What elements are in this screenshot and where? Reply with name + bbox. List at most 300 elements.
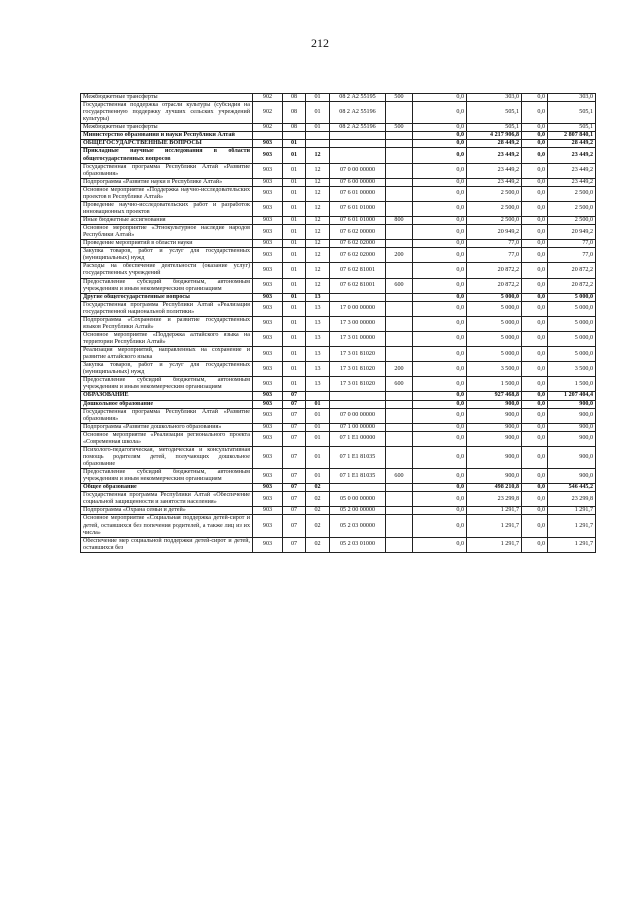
expense-name-cell: ОБЩЕГОСУДАРСТВЕННЫЕ ВОПРОСЫ	[81, 140, 253, 148]
amount-cell: 0,0	[522, 124, 548, 132]
amount-cell: 0,0	[413, 178, 467, 186]
table-row	[81, 148, 596, 163]
expense-type-cell	[386, 347, 413, 362]
section-code-cell: 07	[283, 408, 306, 423]
expense-name-cell: Другие общегосударственные вопросы	[81, 293, 253, 301]
target-article-cell: 07 6 02 81001	[330, 278, 386, 293]
target-article-cell: 07 6 02 02000	[330, 240, 386, 248]
amount-cell: 0,0	[522, 240, 548, 248]
section-code-cell: 01	[283, 347, 306, 362]
expense-name-cell: Общее образование	[81, 484, 253, 492]
grbs-code-cell: 903	[253, 484, 283, 492]
table-row	[81, 431, 596, 446]
amount-cell: 0,0	[522, 217, 548, 225]
section-code-cell: 01	[283, 331, 306, 346]
amount-cell: 0,0	[522, 515, 548, 537]
target-article-cell	[330, 400, 386, 408]
target-article-cell: 05 0 00 00000	[330, 492, 386, 507]
amount-cell: 0,0	[413, 225, 467, 240]
amount-cell: 1 291,7	[548, 515, 596, 537]
amount-cell: 0,0	[522, 140, 548, 148]
expense-type-cell	[386, 225, 413, 240]
expense-type-cell	[386, 263, 413, 278]
grbs-code-cell: 903	[253, 362, 283, 377]
amount-cell: 303,0	[548, 94, 596, 102]
amount-cell: 0,0	[413, 362, 467, 377]
section-code-cell: 07	[283, 423, 306, 431]
subsection-code-cell: 02	[306, 537, 330, 552]
amount-cell: 5 000,0	[548, 331, 596, 346]
expense-type-cell	[386, 423, 413, 431]
target-article-cell: 05 2 03 01000	[330, 537, 386, 552]
grbs-code-cell: 903	[253, 400, 283, 408]
grbs-code-cell: 903	[253, 446, 283, 468]
target-article-cell: 17 3 01 81020	[330, 362, 386, 377]
amount-cell: 505,1	[548, 102, 596, 124]
expense-type-cell	[386, 163, 413, 178]
amount-cell: 2 500,0	[467, 201, 522, 216]
table-row	[81, 217, 596, 225]
grbs-code-cell: 903	[253, 377, 283, 392]
section-code-cell: 07	[283, 484, 306, 492]
expense-type-cell: 800	[386, 217, 413, 225]
table-row	[81, 469, 596, 484]
expense-name-cell: Расходы на обеспечение деятельности (оказание услуг) государственных учреждений	[81, 263, 253, 278]
amount-cell: 77,0	[548, 248, 596, 263]
amount-cell: 1 291,7	[548, 507, 596, 515]
grbs-code-cell: 903	[253, 515, 283, 537]
section-code-cell: 01	[283, 148, 306, 163]
target-article-cell	[330, 148, 386, 163]
target-article-cell: 17 3 01 81020	[330, 347, 386, 362]
amount-cell: 0,0	[522, 492, 548, 507]
expense-type-cell	[386, 102, 413, 124]
section-code-cell: 01	[283, 201, 306, 216]
expense-name-cell: Подпрограмма «Развитие науки в Республике Алтай»	[81, 178, 253, 186]
table-row	[81, 102, 596, 124]
amount-cell: 23 449,2	[548, 178, 596, 186]
target-article-cell: 07 6 01 01000	[330, 201, 386, 216]
expense-name-cell: Дошкольное образование	[81, 400, 253, 408]
amount-cell: 23 449,2	[548, 148, 596, 163]
amount-cell: 0,0	[413, 278, 467, 293]
expense-name-cell: Основное мероприятие «Поддержка алтайского языка на территории Республики Алтай»	[81, 331, 253, 346]
amount-cell: 900,0	[548, 446, 596, 468]
amount-cell: 505,1	[467, 124, 522, 132]
grbs-code-cell: 903	[253, 140, 283, 148]
amount-cell: 900,0	[548, 400, 596, 408]
grbs-code-cell: 903	[253, 301, 283, 316]
grbs-code-cell: 903	[253, 225, 283, 240]
amount-cell: 77,0	[467, 248, 522, 263]
expense-name-cell: Подпрограмма «Сохранение и развитие государственных языков Республики Алтай»	[81, 316, 253, 331]
grbs-code-cell: 903	[253, 347, 283, 362]
section-code-cell: 07	[283, 507, 306, 515]
expense-name-cell: Основное мероприятие «Этнокультурное наследие народов Республики Алтай»	[81, 225, 253, 240]
grbs-code-cell: 903	[253, 392, 283, 400]
section-code-cell: 01	[283, 163, 306, 178]
amount-cell: 505,1	[467, 102, 522, 124]
amount-cell: 0,0	[522, 163, 548, 178]
amount-cell: 0,0	[413, 515, 467, 537]
grbs-code-cell: 903	[253, 507, 283, 515]
budget-table-body	[81, 94, 596, 553]
amount-cell: 3 500,0	[467, 362, 522, 377]
amount-cell: 3 500,0	[548, 362, 596, 377]
target-article-cell	[330, 132, 386, 140]
amount-cell: 0,0	[413, 293, 467, 301]
page-number: 212	[311, 36, 329, 50]
table-row	[81, 484, 596, 492]
table-row	[81, 140, 596, 148]
subsection-code-cell: 13	[306, 347, 330, 362]
expense-type-cell: 200	[386, 362, 413, 377]
subsection-code-cell: 12	[306, 178, 330, 186]
table-row	[81, 94, 596, 102]
grbs-code-cell: 902	[253, 94, 283, 102]
expense-type-cell	[386, 446, 413, 468]
expense-name-cell: Межбюджетные трансферты	[81, 124, 253, 132]
amount-cell: 23 299,8	[467, 492, 522, 507]
subsection-code-cell: 02	[306, 515, 330, 537]
table-row	[81, 201, 596, 216]
amount-cell: 0,0	[522, 347, 548, 362]
section-code-cell: 08	[283, 124, 306, 132]
amount-cell: 23 449,2	[467, 178, 522, 186]
amount-cell: 0,0	[413, 132, 467, 140]
grbs-code-cell: 903	[253, 163, 283, 178]
section-code-cell: 07	[283, 537, 306, 552]
amount-cell: 1 291,7	[467, 537, 522, 552]
amount-cell: 20 872,2	[548, 263, 596, 278]
subsection-code-cell: 02	[306, 507, 330, 515]
grbs-code-cell: 903	[253, 201, 283, 216]
expense-name-cell: Основное мероприятие «Поддержка научно-исследовательских проектов в Республике Алтай»	[81, 186, 253, 201]
amount-cell: 28 449,2	[467, 140, 522, 148]
amount-cell: 23 449,2	[467, 148, 522, 163]
subsection-code-cell: 01	[306, 423, 330, 431]
amount-cell: 0,0	[413, 163, 467, 178]
amount-cell: 1 291,7	[467, 507, 522, 515]
grbs-code-cell: 903	[253, 408, 283, 423]
target-article-cell: 17 0 00 00000	[330, 301, 386, 316]
amount-cell: 546 445,2	[548, 484, 596, 492]
target-article-cell	[330, 293, 386, 301]
amount-cell: 0,0	[522, 148, 548, 163]
table-row	[81, 362, 596, 377]
section-code-cell: 08	[283, 102, 306, 124]
amount-cell: 0,0	[522, 301, 548, 316]
grbs-code-cell: 902	[253, 102, 283, 124]
amount-cell: 0,0	[522, 263, 548, 278]
amount-cell: 927 468,8	[467, 392, 522, 400]
table-row	[81, 163, 596, 178]
amount-cell: 2 500,0	[548, 201, 596, 216]
amount-cell: 0,0	[413, 423, 467, 431]
amount-cell: 5 000,0	[548, 301, 596, 316]
amount-cell: 0,0	[522, 537, 548, 552]
section-code-cell: 07	[283, 446, 306, 468]
grbs-code-cell: 903	[253, 240, 283, 248]
target-article-cell: 07 1 00 00000	[330, 423, 386, 431]
grbs-code-cell	[253, 132, 283, 140]
expense-type-cell	[386, 178, 413, 186]
expense-type-cell	[386, 140, 413, 148]
amount-cell: 0,0	[522, 507, 548, 515]
expense-type-cell	[386, 431, 413, 446]
grbs-code-cell: 903	[253, 263, 283, 278]
amount-cell: 0,0	[522, 316, 548, 331]
grbs-code-cell: 903	[253, 537, 283, 552]
expense-type-cell: 600	[386, 377, 413, 392]
table-row	[81, 186, 596, 201]
amount-cell: 0,0	[522, 248, 548, 263]
target-article-cell: 07 6 02 00000	[330, 225, 386, 240]
amount-cell: 5 000,0	[467, 316, 522, 331]
amount-cell: 0,0	[413, 400, 467, 408]
target-article-cell: 07 6 01 01000	[330, 217, 386, 225]
target-article-cell: 17 3 01 81020	[330, 377, 386, 392]
amount-cell: 900,0	[548, 408, 596, 423]
amount-cell: 0,0	[413, 484, 467, 492]
subsection-code-cell: 12	[306, 248, 330, 263]
section-code-cell: 01	[283, 278, 306, 293]
amount-cell: 900,0	[467, 408, 522, 423]
expense-type-cell	[386, 201, 413, 216]
grbs-code-cell: 903	[253, 423, 283, 431]
expense-name-cell: Закупка товаров, работ и услуг для государственных (муниципальных) нужд	[81, 362, 253, 377]
subsection-code-cell: 01	[306, 94, 330, 102]
subsection-code-cell: 12	[306, 240, 330, 248]
expense-name-cell: Обеспечение мер социальной поддержки детей-сирот и детей, оставшихся без	[81, 537, 253, 552]
target-article-cell: 07 1 E1 00000	[330, 431, 386, 446]
target-article-cell: 07 1 E1 81035	[330, 469, 386, 484]
grbs-code-cell: 903	[253, 148, 283, 163]
amount-cell: 0,0	[522, 446, 548, 468]
expense-name-cell: Основное мероприятие «Социальная поддержка детей-сирот и детей, оставшихся без попечения родителей, а также лиц из их числа»	[81, 515, 253, 537]
amount-cell: 0,0	[522, 132, 548, 140]
subsection-code-cell: 02	[306, 492, 330, 507]
expense-name-cell: Проведение научно-исследовательских работ и разработок инновационных проектов	[81, 201, 253, 216]
expense-name-cell: Подпрограмма «Охрана семьи и детей»	[81, 507, 253, 515]
target-article-cell: 07 6 00 00000	[330, 178, 386, 186]
amount-cell: 0,0	[413, 377, 467, 392]
amount-cell: 2 500,0	[548, 186, 596, 201]
subsection-code-cell: 12	[306, 263, 330, 278]
amount-cell: 5 000,0	[548, 293, 596, 301]
expense-name-cell: Государственная программа Республики Алтай «Реализация государственной национальной политики»	[81, 301, 253, 316]
expense-type-cell: 500	[386, 124, 413, 132]
amount-cell: 900,0	[548, 431, 596, 446]
budget-table	[80, 93, 596, 553]
expense-type-cell: 200	[386, 248, 413, 263]
subsection-code-cell: 13	[306, 316, 330, 331]
subsection-code-cell: 01	[306, 124, 330, 132]
amount-cell: 0,0	[413, 186, 467, 201]
amount-cell: 0,0	[413, 201, 467, 216]
expense-type-cell	[386, 186, 413, 201]
grbs-code-cell: 903	[253, 293, 283, 301]
target-article-cell: 07 0 00 00000	[330, 163, 386, 178]
amount-cell: 2 500,0	[467, 186, 522, 201]
amount-cell: 1 207 404,4	[548, 392, 596, 400]
amount-cell: 900,0	[467, 446, 522, 468]
table-row	[81, 293, 596, 301]
expense-name-cell: Закупка товаров, работ и услуг для государственных (муниципальных) нужд	[81, 248, 253, 263]
target-article-cell: 07 1 E1 81035	[330, 446, 386, 468]
amount-cell: 900,0	[467, 431, 522, 446]
target-article-cell	[330, 392, 386, 400]
grbs-code-cell: 903	[253, 248, 283, 263]
amount-cell: 900,0	[548, 469, 596, 484]
table-row	[81, 331, 596, 346]
target-article-cell: 17 3 01 00000	[330, 331, 386, 346]
grbs-code-cell: 903	[253, 217, 283, 225]
expense-type-cell	[386, 293, 413, 301]
amount-cell: 0,0	[413, 507, 467, 515]
expense-name-cell: Государственная программа Республики Алтай «Развитие образования»	[81, 408, 253, 423]
section-code-cell	[283, 132, 306, 140]
target-article-cell: 05 2 00 00000	[330, 507, 386, 515]
amount-cell: 0,0	[413, 102, 467, 124]
expense-type-cell	[386, 515, 413, 537]
subsection-code-cell: 01	[306, 102, 330, 124]
table-row	[81, 423, 596, 431]
amount-cell: 1 291,7	[548, 537, 596, 552]
expense-type-cell	[386, 537, 413, 552]
expense-type-cell	[386, 240, 413, 248]
amount-cell: 0,0	[413, 140, 467, 148]
expense-type-cell	[386, 148, 413, 163]
grbs-code-cell: 902	[253, 124, 283, 132]
expense-name-cell: Межбюджетные трансферты	[81, 94, 253, 102]
subsection-code-cell: 13	[306, 362, 330, 377]
target-article-cell: 17 3 00 00000	[330, 316, 386, 331]
amount-cell: 0,0	[522, 178, 548, 186]
section-code-cell: 01	[283, 263, 306, 278]
section-code-cell: 01	[283, 293, 306, 301]
section-code-cell: 01	[283, 186, 306, 201]
expense-name-cell: ОБРАЗОВАНИЕ	[81, 392, 253, 400]
section-code-cell: 07	[283, 492, 306, 507]
table-row	[81, 492, 596, 507]
subsection-code-cell	[306, 132, 330, 140]
amount-cell: 2 500,0	[548, 217, 596, 225]
expense-name-cell: Подпрограмма «Развитие дошкольного образования»	[81, 423, 253, 431]
amount-cell: 0,0	[413, 431, 467, 446]
amount-cell: 0,0	[522, 392, 548, 400]
target-article-cell: 08 2 А2 55195	[330, 94, 386, 102]
table-row	[81, 408, 596, 423]
amount-cell: 0,0	[522, 186, 548, 201]
table-row	[81, 400, 596, 408]
section-code-cell: 01	[283, 248, 306, 263]
amount-cell: 5 000,0	[467, 331, 522, 346]
amount-cell: 0,0	[522, 408, 548, 423]
table-row	[81, 515, 596, 537]
expense-name-cell: Реализация мероприятий, направленных на сохранение и развитие алтайского языка	[81, 347, 253, 362]
amount-cell: 1 500,0	[548, 377, 596, 392]
amount-cell: 77,0	[548, 240, 596, 248]
expense-type-cell	[386, 507, 413, 515]
amount-cell: 20 949,2	[548, 225, 596, 240]
amount-cell: 0,0	[413, 263, 467, 278]
section-code-cell: 01	[283, 140, 306, 148]
expense-name-cell: Министерство образования и науки Республики Алтай	[81, 132, 253, 140]
expense-type-cell: 500	[386, 94, 413, 102]
amount-cell: 2 500,0	[467, 217, 522, 225]
table-row	[81, 446, 596, 468]
subsection-code-cell: 12	[306, 217, 330, 225]
section-code-cell: 01	[283, 225, 306, 240]
subsection-code-cell: 01	[306, 408, 330, 423]
subsection-code-cell: 12	[306, 186, 330, 201]
expense-type-cell	[386, 484, 413, 492]
amount-cell: 0,0	[413, 446, 467, 468]
expense-type-cell	[386, 316, 413, 331]
grbs-code-cell: 903	[253, 331, 283, 346]
amount-cell: 900,0	[548, 423, 596, 431]
subsection-code-cell: 01	[306, 469, 330, 484]
expense-name-cell: Государственная программа Республики Алтай «Развитие образования»	[81, 163, 253, 178]
target-article-cell	[330, 140, 386, 148]
amount-cell: 498 210,8	[467, 484, 522, 492]
table-row	[81, 132, 596, 140]
amount-cell: 0,0	[522, 94, 548, 102]
expense-name-cell: Проведение мероприятий в области науки	[81, 240, 253, 248]
subsection-code-cell: 12	[306, 201, 330, 216]
target-article-cell: 07 6 02 02000	[330, 248, 386, 263]
amount-cell: 0,0	[413, 94, 467, 102]
table-row	[81, 124, 596, 132]
section-code-cell: 01	[283, 301, 306, 316]
expense-type-cell: 600	[386, 278, 413, 293]
amount-cell: 0,0	[522, 377, 548, 392]
subsection-code-cell: 13	[306, 301, 330, 316]
table-row	[81, 392, 596, 400]
amount-cell: 0,0	[413, 148, 467, 163]
subsection-code-cell: 01	[306, 400, 330, 408]
section-code-cell: 07	[283, 400, 306, 408]
amount-cell: 0,0	[522, 102, 548, 124]
subsection-code-cell	[306, 140, 330, 148]
amount-cell: 1 291,7	[467, 515, 522, 537]
subsection-code-cell: 02	[306, 484, 330, 492]
section-code-cell: 01	[283, 178, 306, 186]
amount-cell: 0,0	[522, 225, 548, 240]
target-article-cell: 07 0 00 00000	[330, 408, 386, 423]
amount-cell: 0,0	[522, 431, 548, 446]
subsection-code-cell	[306, 392, 330, 400]
expense-type-cell	[386, 392, 413, 400]
section-code-cell: 01	[283, 240, 306, 248]
amount-cell: 23 299,8	[548, 492, 596, 507]
expense-name-cell: Предоставление субсидий бюджетным, автономным учреждениям и иным некоммерческим организациям	[81, 377, 253, 392]
expense-type-cell	[386, 492, 413, 507]
grbs-code-cell: 903	[253, 278, 283, 293]
amount-cell: 303,0	[467, 94, 522, 102]
subsection-code-cell: 12	[306, 148, 330, 163]
table-row	[81, 377, 596, 392]
amount-cell: 900,0	[467, 423, 522, 431]
table-row	[81, 263, 596, 278]
amount-cell: 0,0	[413, 492, 467, 507]
expense-type-cell	[386, 301, 413, 316]
amount-cell: 5 000,0	[467, 301, 522, 316]
table-row	[81, 225, 596, 240]
table-row	[81, 248, 596, 263]
table-row	[81, 178, 596, 186]
